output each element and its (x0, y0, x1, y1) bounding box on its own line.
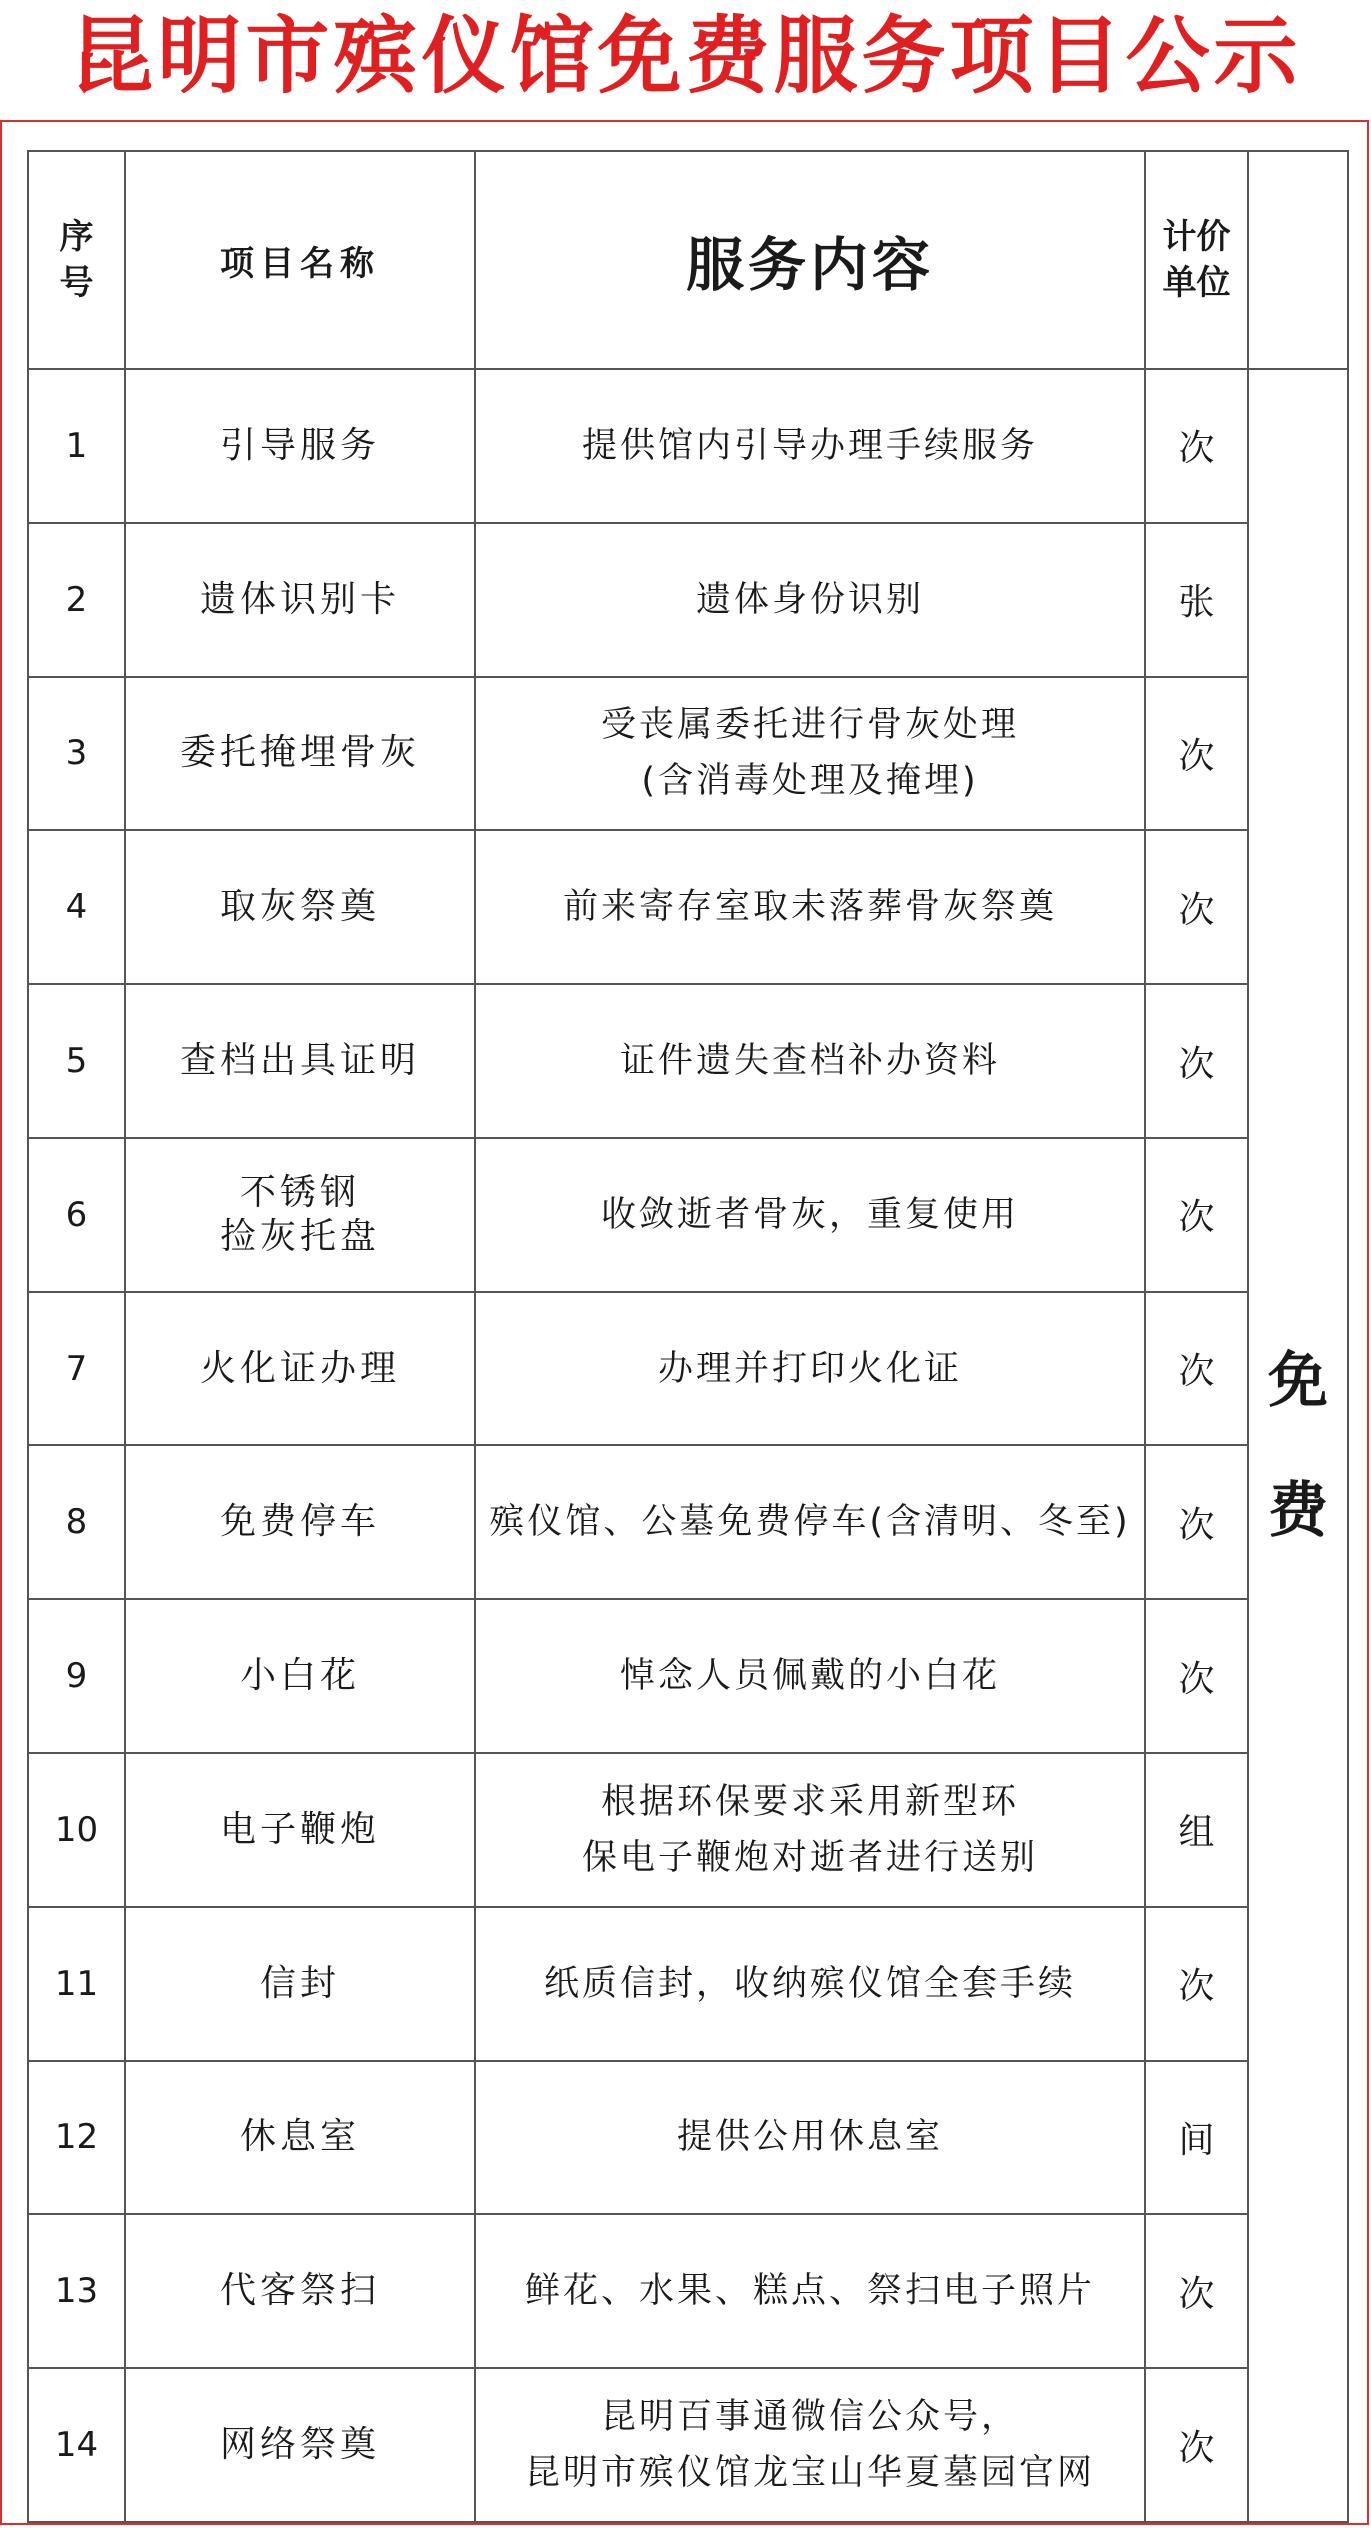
row-seq: 2 (28, 523, 125, 677)
row-seq: 13 (28, 2214, 125, 2368)
row-unit: 次 (1145, 677, 1248, 831)
row-unit: 次 (1145, 1599, 1248, 1753)
row-content: 证件遗失查档补办资料 (475, 984, 1145, 1138)
services-table (27, 150, 1349, 2523)
row-content: 提供公用休息室 (475, 2061, 1145, 2215)
table-row (28, 1907, 1348, 2061)
row-unit: 次 (1145, 1138, 1248, 1292)
row-content: 根据环保要求采用新型环 保电子鞭炮对逝者进行送别 (475, 1753, 1145, 1907)
row-seq: 5 (28, 984, 125, 1138)
row-unit: 次 (1145, 1907, 1248, 2061)
table-row (28, 369, 1348, 523)
row-name: 委托掩埋骨灰 (125, 677, 475, 831)
row-content: 提供馆内引导办理手续服务 (475, 369, 1145, 523)
row-unit: 次 (1145, 369, 1248, 523)
row-name: 免费停车 (125, 1445, 475, 1599)
row-name: 小白花 (125, 1599, 475, 1753)
table-row (28, 2214, 1348, 2368)
row-seq: 4 (28, 830, 125, 984)
row-content: 收敛逝者骨灰，重复使用 (475, 1138, 1145, 1292)
header-blank (1248, 151, 1348, 369)
table-row (28, 1445, 1348, 1599)
table-row (28, 1599, 1348, 1753)
table-row (28, 984, 1348, 1138)
row-name: 取灰祭奠 (125, 830, 475, 984)
row-seq: 6 (28, 1138, 125, 1292)
row-seq: 11 (28, 1907, 125, 2061)
row-seq: 9 (28, 1599, 125, 1753)
free-label: 免 费 (1248, 369, 1348, 2522)
header-unit: 计价 单位 (1145, 151, 1248, 369)
row-name: 代客祭扫 (125, 2214, 475, 2368)
row-unit: 组 (1145, 1753, 1248, 1907)
header-content: 服务内容 (475, 151, 1145, 369)
row-name: 火化证办理 (125, 1292, 475, 1446)
row-content: 前来寄存室取未落葬骨灰祭奠 (475, 830, 1145, 984)
header-seq: 序 号 (28, 151, 125, 369)
row-content: 受丧属委托进行骨灰处理 (含消毒处理及掩埋) (475, 677, 1145, 831)
row-unit: 次 (1145, 830, 1248, 984)
row-unit: 张 (1145, 523, 1248, 677)
row-unit: 次 (1145, 2368, 1248, 2522)
row-content: 遗体身份识别 (475, 523, 1145, 677)
row-content: 昆明百事通微信公众号， 昆明市殡仪馆龙宝山华夏墓园官网 (475, 2368, 1145, 2522)
row-unit: 次 (1145, 1445, 1248, 1599)
row-seq: 12 (28, 2061, 125, 2215)
row-name: 信封 (125, 1907, 475, 2061)
table-row (28, 2061, 1348, 2215)
row-seq: 7 (28, 1292, 125, 1446)
row-seq: 3 (28, 677, 125, 831)
table-row (28, 2368, 1348, 2522)
row-name: 查档出具证明 (125, 984, 475, 1138)
row-unit: 次 (1145, 984, 1248, 1138)
row-content: 鲜花、水果、糕点、祭扫电子照片 (475, 2214, 1145, 2368)
row-name: 遗体识别卡 (125, 523, 475, 677)
header-name: 项目名称 (125, 151, 475, 369)
table-body (28, 369, 1348, 2522)
row-name: 不锈钢 捡灰托盘 (125, 1138, 475, 1292)
row-seq: 10 (28, 1753, 125, 1907)
table-row (28, 1753, 1348, 1907)
page-title: 昆明市殡仪馆免费服务项目公示 (69, 7, 1302, 105)
row-name: 休息室 (125, 2061, 475, 2215)
row-seq: 14 (28, 2368, 125, 2522)
row-name: 引导服务 (125, 369, 475, 523)
row-name: 网络祭奠 (125, 2368, 475, 2522)
row-content: 纸质信封，收纳殡仪馆全套手续 (475, 1907, 1145, 2061)
table-row (28, 1292, 1348, 1446)
table-row (28, 523, 1348, 677)
row-seq: 1 (28, 369, 125, 523)
row-unit: 间 (1145, 2061, 1248, 2215)
header-row (28, 151, 1348, 369)
row-name: 电子鞭炮 (125, 1753, 475, 1907)
table-row (28, 1138, 1348, 1292)
row-unit: 次 (1145, 2214, 1248, 2368)
row-seq: 8 (28, 1445, 125, 1599)
row-content: 悼念人员佩戴的小白花 (475, 1599, 1145, 1753)
table-row (28, 830, 1348, 984)
row-content: 殡仪馆、公墓免费停车(含清明、冬至) (475, 1445, 1145, 1599)
table-row (28, 677, 1348, 831)
row-unit: 次 (1145, 1292, 1248, 1446)
row-content: 办理并打印火化证 (475, 1292, 1145, 1446)
